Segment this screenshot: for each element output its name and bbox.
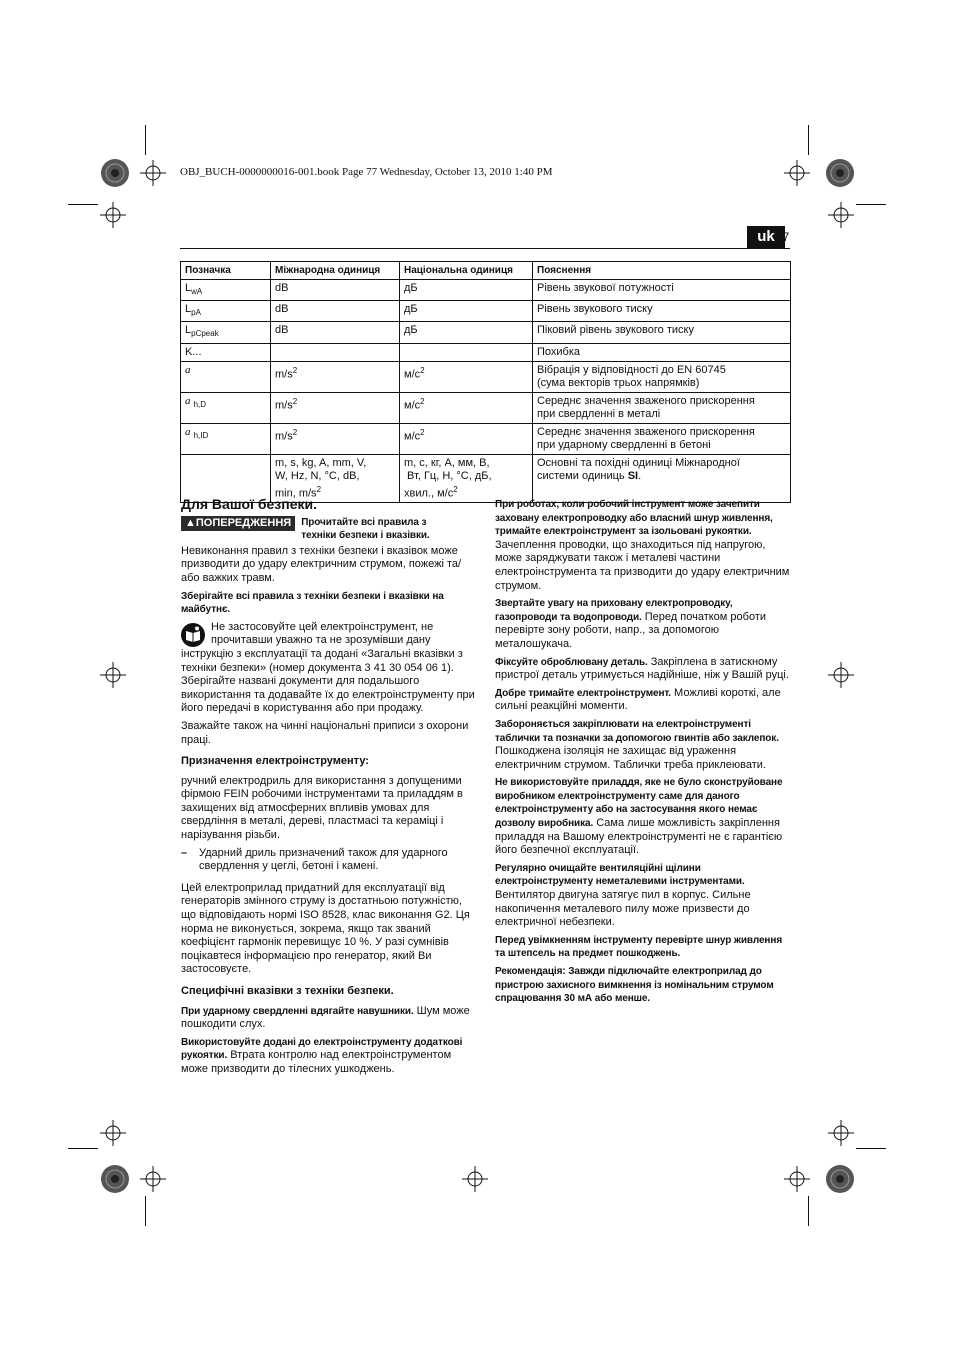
crop-mark <box>68 204 98 205</box>
intl-unit-cell: $m/s^2$ <box>271 392 400 423</box>
table-row <box>181 280 791 301</box>
national-unit-cell: $м/с^2$ <box>400 423 533 454</box>
national-unit-cell <box>400 343 533 361</box>
crosshair-mark-icon <box>784 1166 810 1192</box>
table-header-row <box>181 262 791 280</box>
read-manual-icon <box>181 623 205 647</box>
paragraph: Цей електроприлад придатний для експлуатації від генераторів змінного струму із достатньою потужністю, що відповідають нормі ISO 8528, клас виконання G2. Ця норма не виконується, зокрема, якщо так званий коефіцієнт гармонік перевищує 10 %. У разі сумнівів поцікавтеся інформацією про генератор, який Ви застосовуєте. <box>181 881 470 976</box>
table-row <box>181 343 791 361</box>
paragraph: Рекомендація: Завжди підключайте електроприлад до пристрою захисного вимкнення із номінальним струмом спрацювання 30 мА або менше. <box>495 966 774 1005</box>
explanation-cell: Рівень звукової потужності <box>533 280 791 301</box>
subsection-title: Специфічні вказівки з техніки безпеки. <box>181 985 394 997</box>
crosshair-mark-icon <box>140 1166 166 1192</box>
intl-unit-cell: m, s, kg, A, mm, V, W, Hz, N, °C, dB, min, $m/s^2$ <box>271 454 400 503</box>
table-row <box>181 322 791 343</box>
registration-disc-icon <box>825 1164 855 1194</box>
table-header: Пояснення <box>533 262 791 280</box>
explanation-cell: Основні та похідні одиниці Міжнародної системи одиниць SI. <box>533 454 791 503</box>
warning-text: Прочитайте всі правила з техніки безпеки і вказівки. <box>301 516 430 542</box>
warning-block <box>181 516 477 543</box>
intl-unit-cell: $m/s^2$ <box>271 361 400 392</box>
intl-unit-cell: dB <box>271 280 400 301</box>
national-unit-cell: дБ <box>400 322 533 343</box>
subsection-title: Призначення електроінструменту: <box>181 755 369 768</box>
national-unit-cell: дБ <box>400 301 533 322</box>
explanation-cell: Рівень звукового тиску <box>533 301 791 322</box>
registration-disc-icon <box>100 1164 130 1194</box>
explanation-cell: Середнє значення зваженого прискорення при свердленні в металі <box>533 392 791 423</box>
table-row <box>181 301 791 322</box>
crosshair-mark-icon <box>784 160 810 186</box>
crop-mark <box>856 1148 886 1149</box>
table-header: Національна одиниця <box>400 262 533 280</box>
paragraph: При роботах, коли робочий інструмент може зачепити заховану електропроводку або власний шнур живлення, тримайте електроінструмент за ізольовані рукоятки. Зачеплення проводки, що знаходиться під напругою, може заряджувати також і металеві частини електроінструмента та призводити до удару електричним струмом. <box>495 499 790 592</box>
paragraph: Не використовуйте приладдя, яке не було сконструйоване виробником електроінструменту саме для даного електроінструменту або на застосування якого немає дозволу виробника. Сама лише можливість закріплення приладдя на Вашому електроінструменті не є гарантією його безпечної експлуатації. <box>495 777 783 857</box>
symbol-cell: $L_{pA}$ <box>181 301 271 322</box>
paragraph: Не застосовуйте цей електроінструмент, не прочитавши уважно та не зрозумівши дану інструкцію з експлуатації та додані «Загальні вказівки з техніки безпеки» (номер документа 3 41 30 054 06 1). Зберігайте названі документи для подальшого використання та додавайте їх до електроінструменту при його передачі в користування або при продажу. <box>181 620 475 715</box>
intl-unit-cell <box>271 343 400 361</box>
warning-triangle-icon: ▲ <box>185 516 196 529</box>
warning-badge: ▲ПОПЕРЕДЖЕННЯ <box>181 516 295 532</box>
file-info-line: OBJ_BUCH-0000000016-001.book Page 77 Wednesday, October 13, 2010 1:40 PM <box>180 166 553 178</box>
paragraph-bold: Зберігайте всі правила з техніки безпеки і вказівки на майбутнє. <box>181 590 444 616</box>
table-row <box>181 423 791 454</box>
explanation-cell: Піковий рівень звукового тиску <box>533 322 791 343</box>
national-unit-cell: m, c, кг, A, мм, B, Вт, Гц, Н, °C, дБ, хвил., $м/с^2$ <box>400 454 533 503</box>
paragraph: Використовуйте додані до електроінструменту додаткові рукоятки. Втрата контролю над електроінструментом може призводити до тілесних ушкоджень. <box>181 1036 463 1075</box>
paragraph: Невиконання правил з техніки безпеки і вказівок може призводити до удару електричним струмом, пожежі та/або важких травм. <box>181 544 462 584</box>
crosshair-mark-icon <box>828 202 854 228</box>
table-header: Позначка <box>181 262 271 280</box>
table-row <box>181 361 791 392</box>
national-unit-cell: $м/с^2$ <box>400 361 533 392</box>
crosshair-mark-icon <box>828 662 854 688</box>
table-row <box>181 392 791 423</box>
crosshair-mark-icon <box>828 1120 854 1146</box>
page-number: 77 <box>776 230 790 244</box>
paragraph: Добре тримайте електроінструмент. Можливі короткі, але сильні реакційні моменти. <box>495 686 781 713</box>
paragraph: Фіксуйте оброблювану деталь. Закріплена в затискному пристрої деталь утримується надійніше, ніж у Вашій руці. <box>495 655 789 682</box>
intl-unit-cell: $m/s^2$ <box>271 423 400 454</box>
symbol-cell: a $_{h,ID}$ <box>181 423 271 454</box>
units-table <box>180 261 791 503</box>
explanation-cell: Похибка <box>533 343 791 361</box>
crosshair-mark-icon <box>100 202 126 228</box>
crop-mark <box>145 1196 146 1226</box>
symbol-cell: a <box>181 361 271 392</box>
paragraph: При ударному свердленні вдягайте навушники. Шум може пошкодити слух. <box>181 1004 470 1031</box>
paragraph: Перед увімкненням інструменту перевірте шнур живлення та штепсель на предмет пошкоджень. <box>495 934 783 960</box>
paragraph: Забороняється закріплювати на електроінструменті таблички та позначки за допомогою гвинтів або заклепок. Пошкоджена ізоляція не захищає від ураження електричним струмом. Таблички треба приклеювати. <box>495 718 779 771</box>
crosshair-mark-icon <box>100 1120 126 1146</box>
crop-mark <box>856 204 886 205</box>
paragraph: Зважайте також на чинні національні приписи з охорони праці. <box>181 719 469 746</box>
registration-disc-icon <box>100 158 130 188</box>
header-rule <box>180 248 790 249</box>
crop-mark <box>808 125 809 155</box>
table-header: Міжнародна одиниця <box>271 262 400 280</box>
right-column <box>495 498 791 1010</box>
crosshair-mark-icon <box>100 662 126 688</box>
list-item: – Ударний дриль призначений також для ударного свердлення у цеглі, бетоні і камені. <box>181 846 448 873</box>
crop-mark <box>68 1148 98 1149</box>
symbol-cell: $L_{pCpeak}$ <box>181 322 271 343</box>
registration-disc-icon <box>825 158 855 188</box>
paragraph: Звертайте увагу на приховану електропроводку, газопроводи та водопроводи. Перед початком роботи перевірте зону роботи, напр., за допомогою металошукача. <box>495 598 767 650</box>
symbol-cell: $L_{wA}$ <box>181 280 271 301</box>
paragraph: Регулярно очищайте вентиляційні щілини електроінструменту неметалевими інструментами. Вентилятор двигуна затягує пил в корпус. Сильне накопичення металевого пилу може призвести до електричної небезпеки. <box>495 862 751 929</box>
language-badge: uk <box>747 226 785 248</box>
intl-unit-cell: dB <box>271 322 400 343</box>
paragraph: ручний електродриль для використання з допущеними фірмою FEIN робочими інструментами та приладдям в захищених від атмосферних впливів умовах для свердління в металі, дереві, пластмасі та кераміці і нарізування різьби. <box>181 774 463 842</box>
explanation-cell: Середнє значення зваженого прискорення при ударному свердленні в бетоні <box>533 423 791 454</box>
national-unit-cell: $м/с^2$ <box>400 392 533 423</box>
symbol-cell: K... <box>181 343 271 361</box>
crop-mark <box>808 1196 809 1226</box>
national-unit-cell: дБ <box>400 280 533 301</box>
crosshair-mark-icon <box>140 160 166 186</box>
section-title: Для Вашої безпеки. <box>181 496 318 512</box>
intl-unit-cell: dB <box>271 301 400 322</box>
symbol-cell: a $_{h,D}$ <box>181 392 271 423</box>
explanation-cell: Вібрація у відповідності до EN 60745 (сума векторів трьох напрямків) <box>533 361 791 392</box>
left-column <box>181 498 477 1081</box>
crop-mark <box>145 125 146 155</box>
crosshair-mark-icon <box>462 1166 488 1192</box>
